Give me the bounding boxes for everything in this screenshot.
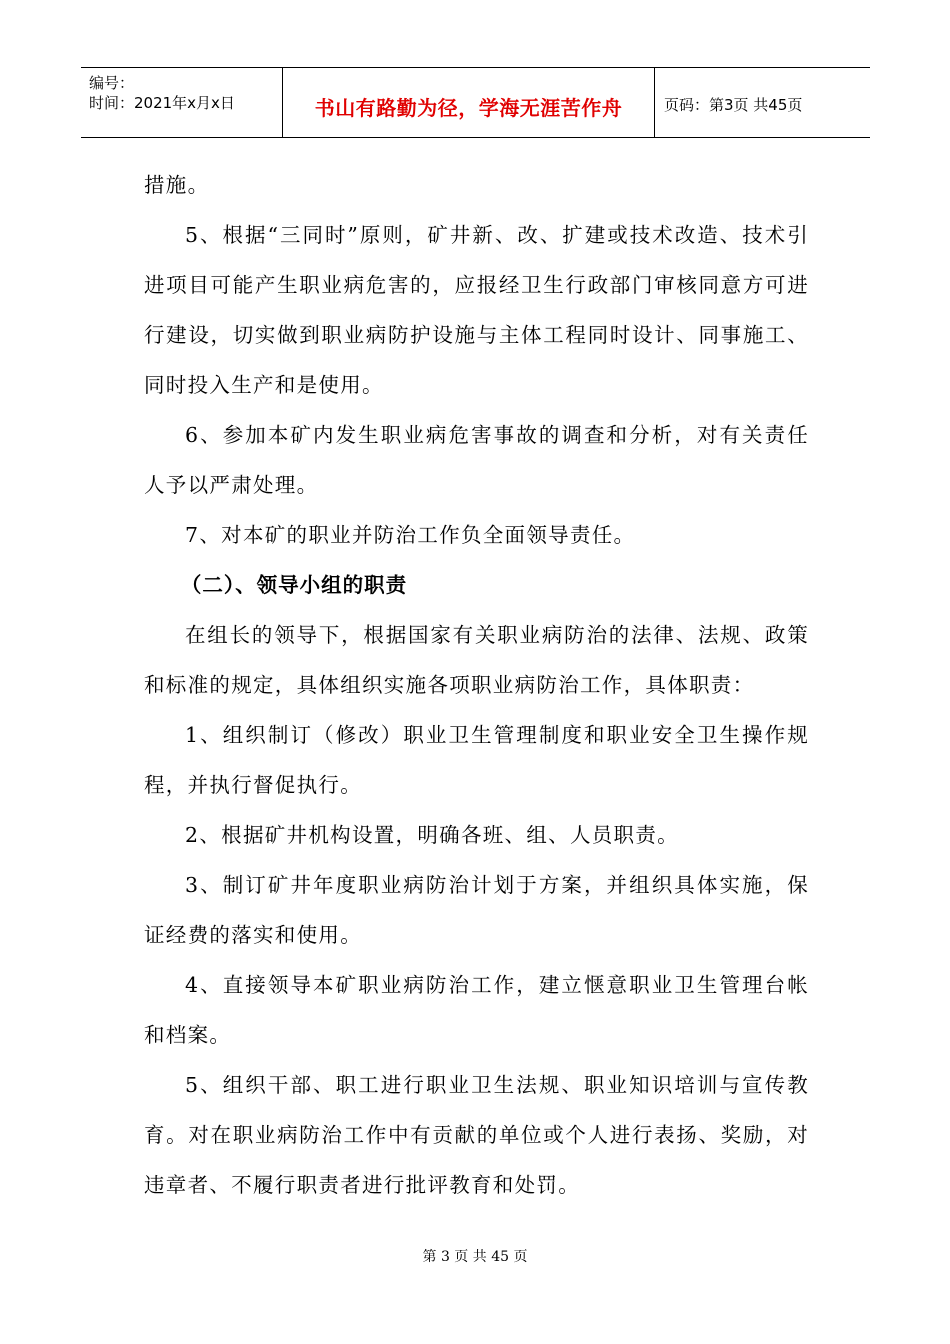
document-date: 时间：2021年x月x日 (89, 94, 235, 112)
page-header (81, 67, 870, 138)
document-number-label: 编号： (89, 74, 135, 92)
paragraph-intro: 在组长的领导下，根据国家有关职业病防治的法律、法规、政策和标准的规定，具体组织实施各项职业病防治工作，具体职责： (144, 623, 809, 697)
paragraph-item-6: 6、参加本矿内发生职业病危害事故的调查和分析，对有关责任人予以严肃处理。 (144, 423, 809, 497)
header-motto-cell (282, 68, 655, 137)
paragraph-duty-2: 2、根据矿井机构设置，明确各班、组、人员职责。 (185, 823, 679, 847)
section-heading: （二）、领导小组的职责 (180, 573, 408, 597)
page-footer: 第 3 页 共 45 页 (422, 1249, 528, 1265)
paragraph-continuation: 措施。 (144, 173, 210, 197)
paragraph-duty-4: 4、直接领导本矿职业病防治工作，建立惬意职业卫生管理台帐和档案。 (144, 973, 809, 1047)
paragraph-duty-5: 5、组织干部、职工进行职业卫生法规、职业知识培训与宣传教育。对在职业病防治工作中有贡献的单位或个人进行表扬、奖励，对违章者、不履行职责者进行批评教育和处罚。 (144, 1073, 809, 1197)
header-left-cell (81, 68, 282, 137)
paragraph-item-5: 5、根据“三同时”原则，矿井新、改、扩建或技术改造、技术引进项目可能产生职业病危害的，应报经卫生行政部门审核同意方可进行建设，切实做到职业病防护设施与主体工程同时设计、同事施工、同时投入生产和是使用。 (144, 223, 809, 397)
paragraph-duty-3: 3、制订矿井年度职业病防治计划于方案，并组织具体实施，保证经费的落实和使用。 (144, 873, 809, 947)
header-page-cell (654, 68, 870, 137)
paragraph-item-7: 7、对本矿的职业并防治工作负全面领导责任。 (185, 523, 636, 547)
paragraph-duty-1: 1、组织制订（修改）职业卫生管理制度和职业安全卫生操作规程，并执行督促执行。 (144, 723, 809, 797)
header-motto: 书山有路勤为径，学海无涯苦作舟 (314, 96, 623, 120)
document-body (144, 160, 809, 1210)
header-page-info: 页码：第3页 共45页 (664, 96, 803, 114)
